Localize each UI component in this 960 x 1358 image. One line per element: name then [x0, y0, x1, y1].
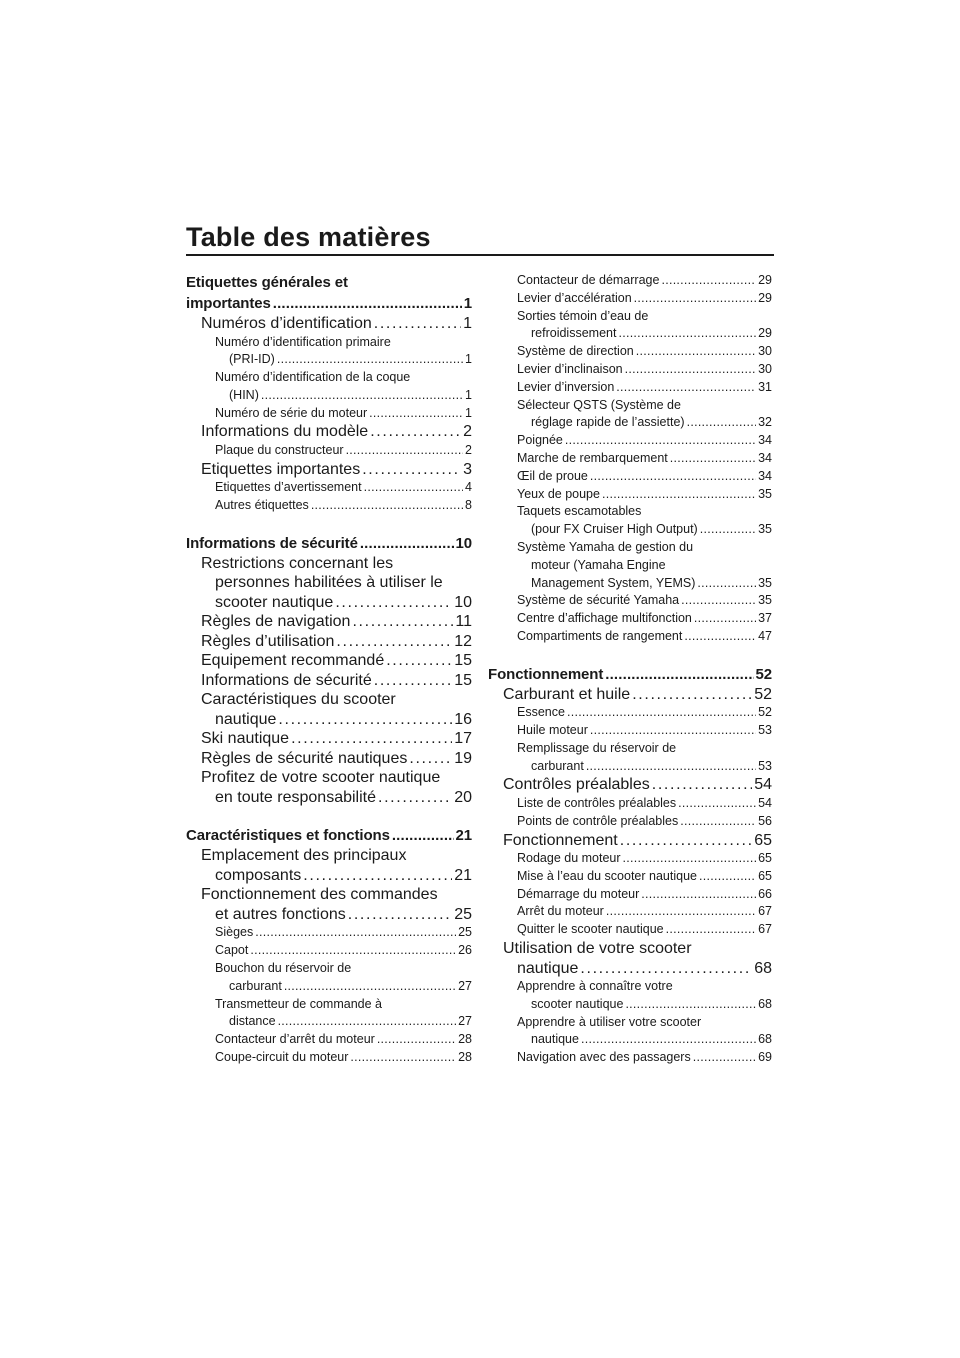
toc-entry-page: 67 [758, 904, 772, 919]
toc-entry-title: Mise à l’eau du scooter nautique [517, 868, 697, 883]
dot-leader [684, 628, 756, 646]
toc-entry-title: Fonctionnement [503, 831, 618, 849]
toc-left-column [186, 272, 472, 1067]
dot-leader [620, 831, 752, 851]
toc-entry-page: 1 [465, 352, 472, 367]
toc-entry-title: Informations de sécurité [186, 534, 358, 552]
toc-entry [186, 369, 472, 405]
toc-entry-title: Règles de navigation [201, 613, 351, 631]
toc-entry-title: Rodage du moteur [517, 851, 621, 866]
toc-entry [488, 539, 772, 592]
toc-entry-title: Levier d’inversion [517, 379, 615, 394]
toc-entry-title: Liste de contrôles préalables [517, 795, 677, 810]
toc-entry-page: 68 [758, 1032, 772, 1047]
toc-entry-title: Sorties témoin d’eau de [517, 308, 649, 323]
toc-entry-page: 32 [758, 415, 772, 430]
toc-entry [488, 722, 772, 740]
toc-entry-page: 29 [758, 326, 772, 341]
toc-entry-page: 35 [758, 593, 772, 608]
toc-entry [186, 554, 472, 613]
dot-leader [364, 479, 463, 497]
toc-entry [488, 397, 772, 433]
toc-entry-title: Ski nautique [201, 730, 290, 748]
dot-leader [378, 788, 452, 808]
toc-entry-page: 3 [463, 460, 472, 478]
dot-leader [392, 825, 454, 846]
toc-entry-title: Contrôles préalables [503, 776, 650, 794]
dot-leader [687, 414, 757, 432]
toc-entry-page: 65 [758, 868, 772, 883]
toc-entry-page: 28 [458, 1032, 472, 1047]
dot-leader [278, 1013, 457, 1031]
toc-entry [488, 978, 772, 1014]
toc-entry-page: 52 [755, 665, 772, 683]
toc-entry [186, 1049, 472, 1067]
toc-entry [488, 1049, 772, 1067]
toc-entry [488, 432, 772, 450]
toc-entry-page: 69 [758, 1050, 772, 1065]
toc-entry [186, 885, 472, 924]
toc-entry [186, 768, 472, 807]
toc-entry [488, 343, 772, 361]
toc-entry-title: Levier d’inclinaison [517, 361, 623, 376]
toc-entry-title: Numéros d’identification [201, 315, 372, 332]
toc-entry [186, 314, 472, 334]
toc-entry [186, 924, 472, 942]
toc-entry-title: Utilisation de votre scooter [503, 940, 692, 957]
toc-entry-title: Levier d’accélération [517, 290, 632, 305]
toc-entry-title: Carburant et huile [503, 685, 631, 703]
dot-leader [284, 978, 456, 996]
toc-entry-page: 29 [758, 290, 772, 305]
toc-entry [488, 850, 772, 868]
toc-entry-page: 66 [758, 886, 772, 901]
toc-entry-title: Huile moteur [517, 723, 588, 738]
toc-entry-title: carburant [229, 978, 282, 993]
dot-leader [369, 405, 463, 423]
toc-entry-title: (PRI-ID) [229, 352, 275, 367]
toc-entry-title: nautique [215, 710, 277, 728]
dot-leader [374, 671, 452, 691]
toc-entry-page: 35 [758, 575, 772, 590]
toc-entry [186, 460, 472, 480]
toc-entry-title: Remplissage du réservoir de [517, 740, 677, 755]
toc-entry-title: Caractéristiques et fonctions [186, 827, 390, 845]
toc-entry [186, 690, 472, 729]
toc-entry [488, 290, 772, 308]
toc-entry-page: 2 [465, 442, 472, 457]
toc-entry-title: Sélecteur QSTS (Système de [517, 397, 681, 412]
toc-entry-page: 26 [458, 943, 472, 958]
toc-entry [488, 740, 772, 776]
toc-entry [186, 846, 472, 885]
toc-entry [186, 612, 472, 632]
toc-entry-page: 28 [458, 1049, 472, 1064]
toc-entry-title: Quitter le scooter nautique [517, 922, 664, 937]
toc-entry-title: Poignée [517, 433, 563, 448]
toc-entry-page: 34 [758, 468, 772, 483]
toc-entry-title: Règles d’utilisation [201, 632, 335, 650]
toc-entry-title: scooter nautique [531, 996, 624, 1011]
toc-entry-page: 1 [465, 405, 472, 420]
toc-entry [488, 592, 772, 610]
toc-entry-page: 17 [454, 730, 472, 748]
toc-entry [488, 664, 772, 685]
toc-entry-title: Informations de sécurité [201, 671, 372, 689]
dot-leader [348, 905, 452, 925]
dot-leader [261, 387, 463, 405]
dot-leader [255, 924, 456, 942]
toc-entry-title: Centre d’affichage multifonction [517, 611, 692, 626]
toc-entry-title: Profitez de votre scooter nautique [201, 769, 441, 787]
toc-entry [488, 795, 772, 813]
toc-entry-title: Autres étiquettes [215, 498, 309, 513]
dot-leader [386, 651, 452, 671]
toc-entry [186, 825, 472, 846]
toc-entry-title: Arrêt du moteur [517, 904, 604, 919]
toc-entry-title: distance [229, 1014, 276, 1029]
dot-leader [335, 593, 452, 613]
toc-entry-title: Œil de proue [517, 468, 588, 483]
dot-leader [377, 1031, 456, 1049]
toc-entry-page: 15 [454, 671, 472, 689]
toc-entry-page: 54 [754, 776, 772, 794]
toc-entry-page: 47 [758, 628, 772, 643]
dot-leader [565, 432, 756, 450]
toc-entry [186, 942, 472, 960]
dot-leader [666, 921, 756, 939]
toc-entry-title: réglage rapide de l’assiette) [531, 415, 685, 430]
dot-leader [632, 685, 752, 705]
toc-entry [186, 334, 472, 370]
toc-entry-page: 35 [758, 486, 772, 501]
toc-entry-title: Contacteur d’arrêt du moteur [215, 1032, 375, 1047]
toc-entry-title: Restrictions concernant les [201, 554, 394, 572]
dot-leader [618, 325, 756, 343]
toc-right-column [488, 272, 772, 1067]
toc-entry [488, 813, 772, 831]
toc-entry-title: Numéro d’identification de la coque [215, 370, 411, 385]
dot-leader [336, 632, 452, 652]
toc-entry [186, 479, 472, 497]
toc-entry-page: 19 [454, 749, 472, 767]
toc-entry-page: 25 [458, 925, 472, 940]
toc-entry-page: 35 [758, 522, 772, 537]
toc-entry [488, 886, 772, 904]
title-rule [186, 254, 774, 256]
dot-leader [605, 664, 753, 685]
dot-leader [273, 293, 462, 314]
dot-leader [625, 361, 756, 379]
toc-entry-page: 52 [754, 685, 772, 703]
dot-leader [652, 775, 752, 795]
toc-entry-page: 34 [758, 450, 772, 465]
toc-entry-page: 1 [463, 315, 472, 332]
toc-entry-page: 15 [454, 652, 472, 670]
toc-entry-title: Fonctionnement [488, 665, 604, 683]
toc-entry-page: 27 [458, 978, 472, 993]
toc-entry [488, 1014, 772, 1050]
toc-entry [186, 1031, 472, 1049]
toc-entry-title: Management System, YEMS) [531, 575, 696, 590]
toc-entry-page: 16 [454, 710, 472, 728]
dot-leader [661, 272, 756, 290]
toc-entry-page: 10 [454, 593, 472, 611]
toc-entry-title: en toute responsabilité [215, 788, 376, 806]
toc-entry [186, 651, 472, 671]
dot-leader [250, 942, 456, 960]
toc-entry-title: Yeux de poupe [517, 486, 600, 501]
toc-entry-title: Etiquettes importantes [201, 460, 361, 478]
toc-entry [186, 729, 472, 749]
toc-entry-title: Numéro d’identification primaire [215, 334, 391, 349]
toc-entry [488, 450, 772, 468]
toc-entry-page: 1 [465, 387, 472, 402]
dot-leader [700, 521, 756, 539]
toc-entry-page: 30 [758, 361, 772, 376]
toc-entry-title: Marche de rembarquement [517, 450, 668, 465]
toc-entry [488, 610, 772, 628]
toc-entry-page: 56 [758, 813, 772, 828]
dot-leader [670, 450, 756, 468]
toc-entry-title: Caractéristiques du scooter [201, 691, 396, 709]
toc-entry-title: Coupe-circuit du moteur [215, 1049, 349, 1064]
toc-entry-title: composants [215, 866, 302, 884]
toc-entry [186, 996, 472, 1032]
dot-leader [586, 758, 756, 776]
dot-leader [409, 749, 452, 769]
toc-entry-page: 1 [463, 295, 472, 312]
dot-leader [362, 460, 461, 480]
toc-entry-page: 10 [455, 534, 472, 552]
toc-entry [186, 405, 472, 423]
dot-leader [278, 710, 452, 730]
toc-entry-page: 31 [758, 379, 772, 394]
toc-entry [186, 960, 472, 996]
toc-entry-page: 54 [758, 795, 772, 810]
toc-entry-page: 53 [758, 723, 772, 738]
toc-entry-title: Etiquettes d’avertissement [215, 480, 362, 495]
toc-entry [488, 868, 772, 886]
dot-leader [602, 486, 756, 504]
toc-entry-title: Apprendre à utiliser votre scooter [517, 1014, 702, 1029]
toc-entry-page: 65 [758, 851, 772, 866]
dot-leader [680, 813, 756, 831]
dot-leader [590, 722, 756, 740]
toc-entry-title: Capot [215, 943, 249, 958]
toc-entry-title: Essence [517, 705, 565, 720]
toc-entry [488, 921, 772, 939]
toc-entry-page: 4 [465, 480, 472, 495]
toc-entry [488, 379, 772, 397]
toc-entry-title: Points de contrôle préalables [517, 813, 679, 828]
toc-entry-page: 8 [465, 498, 472, 513]
toc-entry-page: 12 [454, 632, 472, 650]
dot-leader [623, 850, 757, 868]
toc-entry [186, 422, 472, 442]
dot-leader [580, 959, 752, 979]
dot-leader [590, 468, 756, 486]
toc-entry-title: Sièges [215, 925, 254, 940]
toc-entry-title: refroidissement [531, 326, 617, 341]
toc-entry [186, 533, 472, 554]
toc-entry-title: Transmetteur de commande à [215, 996, 382, 1011]
toc-entry-page: 68 [758, 996, 772, 1011]
toc-entry-title: Fonctionnement des commandes [201, 886, 438, 904]
toc-entry [488, 361, 772, 379]
toc-entry-title: Informations du modèle [201, 423, 369, 441]
dot-leader [291, 729, 452, 749]
toc-entry-title: Système Yamaha de gestion du [517, 539, 694, 554]
toc-entry-page: 21 [454, 866, 472, 884]
toc-entry [186, 497, 472, 515]
toc-entry [186, 671, 472, 691]
dot-leader [636, 343, 756, 361]
dot-leader [352, 612, 453, 632]
toc-entry-page: 2 [463, 423, 472, 441]
toc-entry [488, 939, 772, 978]
toc-entry-title: importantes [186, 295, 271, 312]
dot-leader [699, 868, 756, 886]
dot-leader [694, 610, 756, 628]
toc-entry-title: scooter nautique [215, 593, 334, 611]
dot-leader [693, 1049, 756, 1067]
toc-entry-page: 52 [758, 705, 772, 720]
toc-entry-page: 34 [758, 433, 772, 448]
toc-entry-page: 29 [758, 273, 772, 287]
dot-leader [303, 866, 452, 886]
toc-entry-title: Apprendre à connaître votre [517, 979, 673, 993]
dot-leader [625, 996, 756, 1014]
toc-entry-page: 20 [454, 788, 472, 806]
toc-entry [488, 704, 772, 722]
dot-leader [606, 903, 756, 921]
toc-entry-title: (pour FX Cruiser High Output) [531, 522, 698, 537]
toc-entry [488, 628, 772, 646]
toc-entry [488, 685, 772, 705]
toc-entry-title: Démarrage du moteur [517, 886, 640, 901]
toc-entry-title: Système de direction [517, 344, 634, 359]
page-title: Table des matières [186, 222, 431, 252]
toc-entry [488, 486, 772, 504]
toc-entry [488, 775, 772, 795]
toc-entry-page: 21 [455, 827, 472, 845]
dot-leader [277, 351, 463, 369]
toc-entry [488, 503, 772, 539]
toc-entry [488, 468, 772, 486]
toc-entry-title: Taquets escamotables [517, 504, 642, 519]
toc-entry-page: 25 [454, 905, 472, 923]
dot-leader [678, 795, 756, 813]
toc-entry-page: 68 [754, 959, 772, 977]
toc-entry-title: Système de sécurité Yamaha [517, 593, 680, 608]
toc-entry-page: 27 [458, 1014, 472, 1029]
dot-leader [681, 592, 756, 610]
dot-leader [311, 497, 463, 515]
dot-leader [374, 314, 461, 334]
toc-entry [186, 442, 472, 460]
toc-entry-title: moteur (Yamaha Engine [531, 557, 666, 572]
dot-leader [346, 442, 463, 460]
toc-entry-title: Règles de sécurité nautiques [201, 749, 408, 767]
toc-entry [186, 272, 472, 314]
toc-entry [488, 308, 772, 344]
dot-leader [616, 379, 756, 397]
toc-entry-page: 11 [455, 613, 472, 631]
toc-entry-page: 67 [758, 922, 772, 937]
toc-entry-title: personnes habilitées à utiliser le [215, 574, 443, 592]
toc-entry [488, 903, 772, 921]
toc-entry-title: (HIN) [229, 387, 259, 402]
toc-entry-title: Bouchon du réservoir de [215, 960, 352, 975]
toc-entry-title: Etiquettes générales et [186, 274, 348, 291]
dot-leader [641, 886, 756, 904]
toc-entry [186, 632, 472, 652]
toc-entry-title: Numéro de série du moteur [215, 405, 368, 420]
toc-entry-page: 53 [758, 758, 772, 773]
toc-entry-title: et autres fonctions [215, 905, 346, 923]
dot-leader [581, 1031, 756, 1049]
dot-leader [370, 422, 461, 442]
dot-leader [634, 290, 756, 308]
toc-entry [488, 272, 772, 290]
toc-entry [186, 749, 472, 769]
toc-entry-title: nautique [531, 1032, 579, 1047]
dot-leader [567, 704, 756, 722]
toc-entry [488, 831, 772, 851]
toc-entry-page: 30 [758, 344, 772, 359]
dot-leader [697, 575, 756, 593]
toc-entry-title: Navigation avec des passagers [517, 1050, 691, 1065]
toc-entry-title: Emplacement des principaux [201, 847, 407, 865]
toc-entry-title: Compartiments de rangement [517, 628, 683, 643]
toc-entry-page: 65 [754, 831, 772, 849]
toc-entry-title: nautique [517, 959, 579, 977]
dot-leader [360, 533, 454, 554]
toc-entry-title: Contacteur de démarrage [517, 273, 660, 287]
toc-entry-title: Equipement recommandé [201, 652, 385, 670]
toc-entry-title: carburant [531, 758, 584, 773]
toc-entry-title: Plaque du constructeur [215, 442, 344, 457]
toc-entry-page: 37 [758, 611, 772, 626]
dot-leader [350, 1049, 456, 1067]
